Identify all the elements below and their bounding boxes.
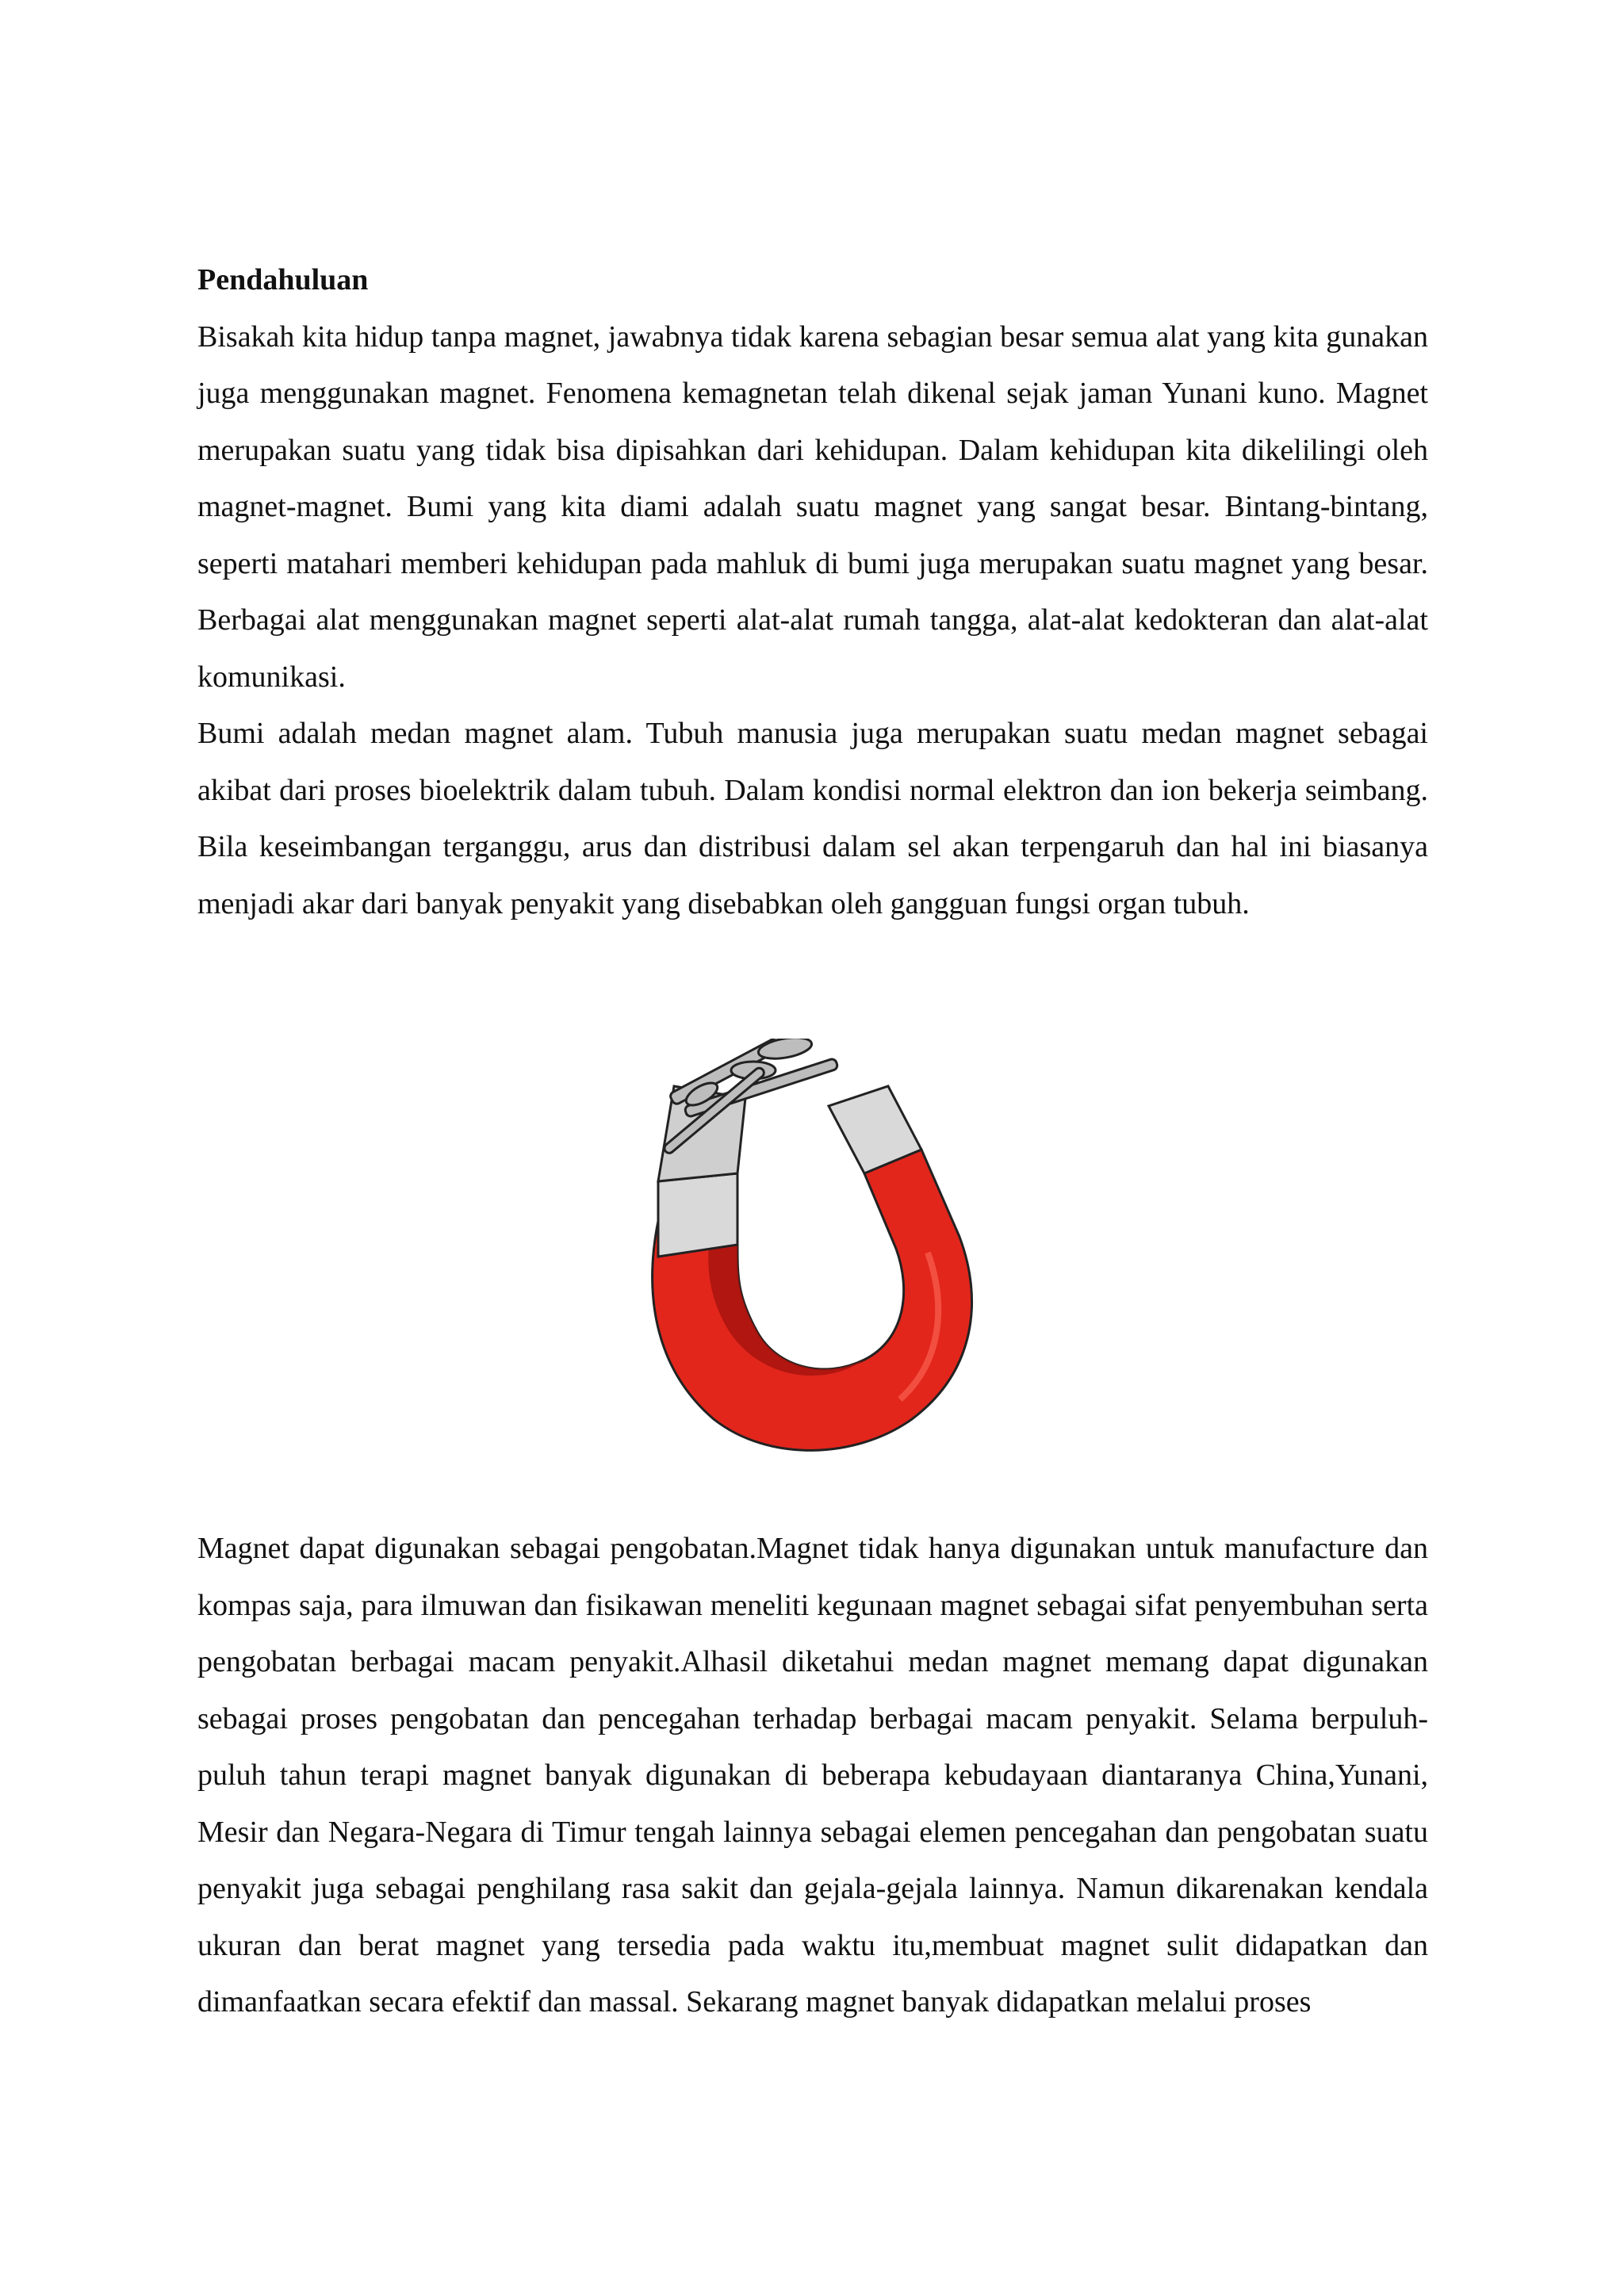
document-body-bottom	[197, 1521, 1428, 2031]
horseshoe-magnet-with-nails-icon	[626, 1039, 999, 1459]
paragraph-earth-magnet: Bumi adalah medan magnet alam. Tubuh manusia juga merupakan suatu medan magnet sebagai akibat dari proses bioelektrik dalam tubuh. Dalam kondisi normal elektron dan ion bekerja seimbang. Bila keseimbangan terganggu, arus dan distribusi dalam sel akan terpengaruh dan hal ini biasanya menjadi akar dari banyak penyakit yang disebabkan oleh gangguan fungsi organ tubuh.	[197, 717, 1428, 920]
section-heading: Pendahuluan	[197, 263, 369, 297]
magnet-figure	[626, 1039, 999, 1459]
paragraph-intro: Bisakah kita hidup tanpa magnet, jawabnya tidak karena sebagian besar semua alat yang kita gunakan juga menggunakan magnet. Fenomena kemagnetan telah dikenal sejak jaman Yunani kuno. Magnet merupakan suatu yang tidak bisa dipisahkan dari kehidupan. Dalam kehidupan kita dikelilingi oleh magnet-magnet. Bumi yang kita diami adalah suatu magnet yang sangat besar. Bintang-bintang, seperti matahari memberi kehidupan pada mahluk di bumi juga merupakan suatu magnet yang besar. Berbagai alat menggunakan magnet seperti alat-alat rumah tangga, alat-alat kedokteran dan alat-alat komunikasi.	[197, 320, 1428, 694]
paragraph-magnet-therapy: Magnet dapat digunakan sebagai pengobatan.Magnet tidak hanya digunakan untuk manufacture dan kompas saja, para ilmuwan dan fisikawan meneliti kegunaan magnet sebagai sifat penyembuhan serta pengobatan berbagai macam penyakit.Alhasil diketahui medan magnet memang dapat digunakan sebagai proses pengobatan dan pencegahan terhadap berbagai macam penyakit. Selama berpuluh-puluh tahun terapi magnet banyak digunakan di beberapa kebudayaan diantaranya China,Yunani, Mesir dan Negara-Negara di Timur tengah lainnya sebagai elemen pencegahan dan pengobatan suatu penyakit juga sebagai penghilang rasa sakit dan gejala-gejala lainnya. Namun dikarenakan kendala ukuran dan berat magnet yang tersedia pada waktu itu,membuat magnet sulit didapatkan dan dimanfaatkan secara efektif dan massal. Sekarang magnet banyak didapatkan melalui proses	[197, 1532, 1428, 2019]
document-body-top	[197, 252, 1428, 932]
